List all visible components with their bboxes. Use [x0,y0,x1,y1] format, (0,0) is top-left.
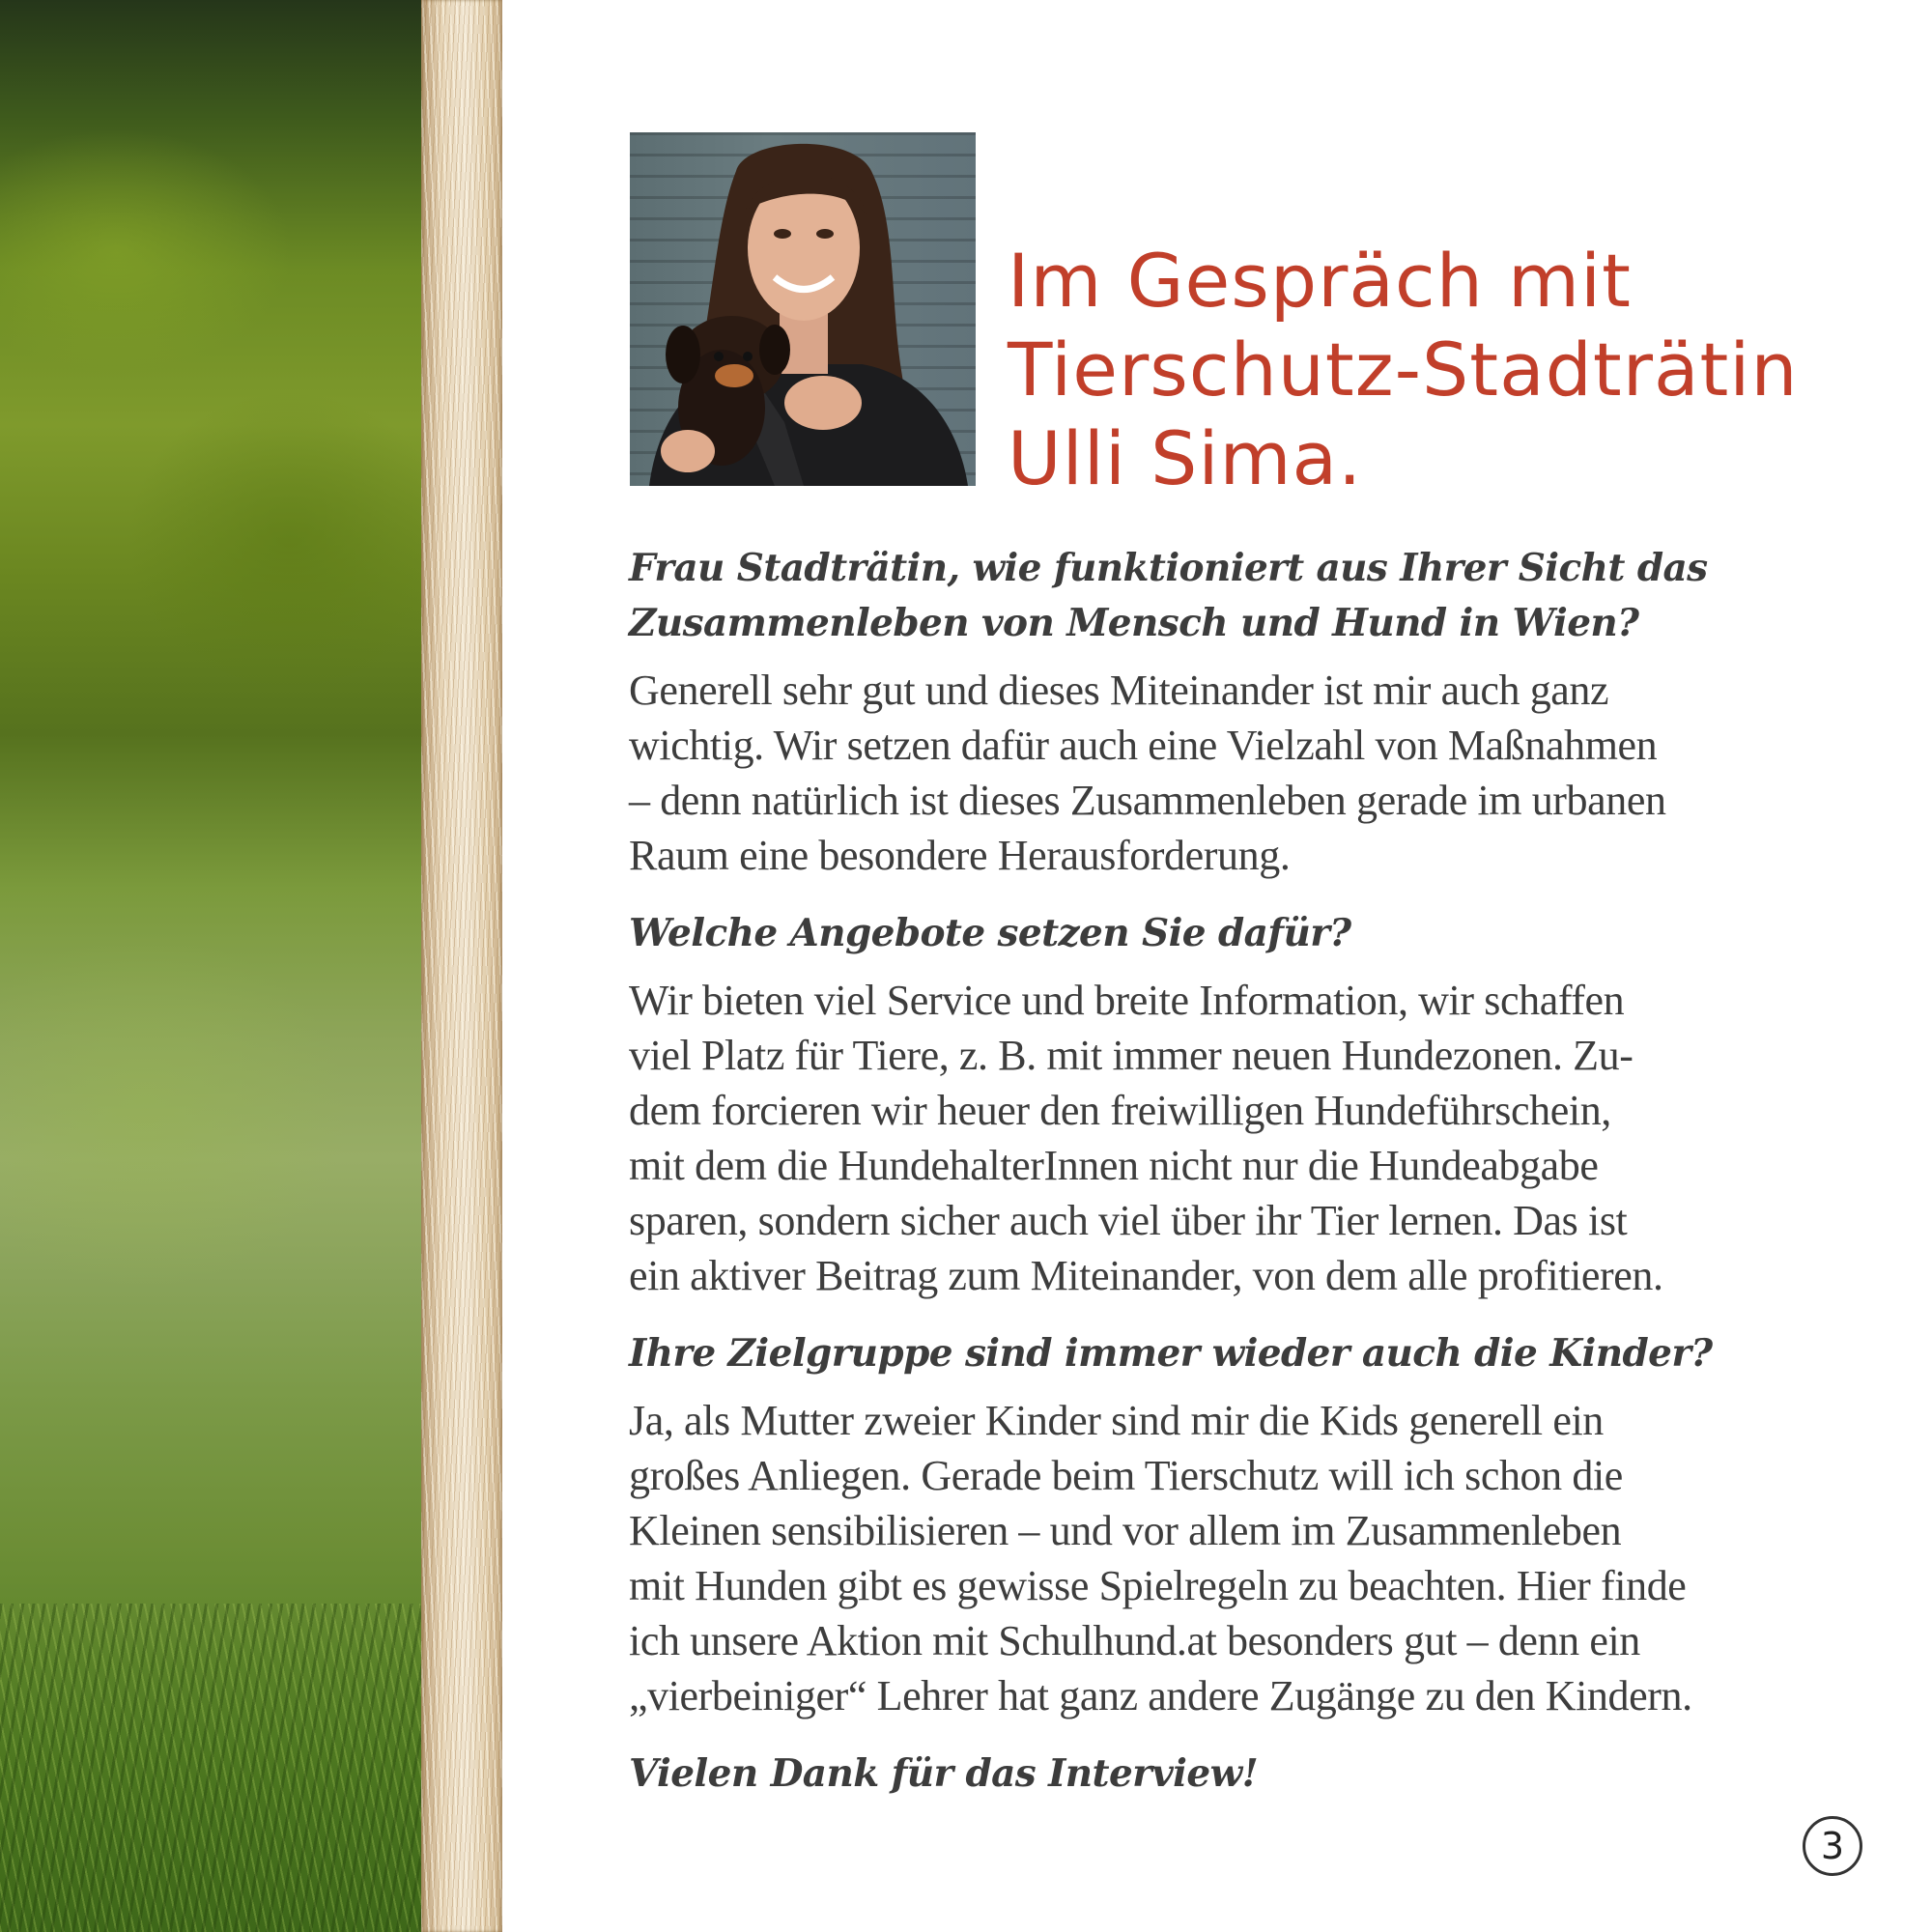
page-number: 3 [1803,1816,1862,1876]
question-1 [629,541,1885,651]
closing-line [629,1747,1885,1802]
headline-line: Im Gespräch mit [1008,238,1632,324]
answer-2 [629,973,1885,1303]
answer-line: mit Hunden gibt es gewisse Spielregeln zu beachten. Hier finde [629,1562,1687,1609]
answer-line: ein aktiver Beitrag zum Miteinander, von dem alle profitieren. [629,1252,1663,1299]
portrait-photo [630,132,976,486]
headline-line: Tierschutz-Stadträtin [1008,327,1799,412]
headline [1008,237,1877,503]
fur-texture-strip [421,0,502,1932]
question-line: Frau Stadträtin, wie funktioniert aus Ihrer Sicht das [629,546,1708,590]
question-line: Welche Angebote setzen Sie dafür? [629,911,1351,955]
question-2 [629,906,1885,961]
question-line: Ihre Zielgruppe sind immer wieder auch die Kinder? [629,1331,1713,1376]
answer-3 [629,1393,1885,1723]
answer-line: dem forcieren wir heuer den freiwilligen Hundeführschein, [629,1087,1611,1134]
answer-line: ich unsere Aktion mit Schulhund.at besonders gut – denn ein [629,1617,1640,1664]
grass-blades [0,1604,425,1932]
question-line: Zusammenleben von Mensch und Hund in Wien? [629,601,1639,645]
answer-line: Wir bieten viel Service und breite Information, wir schaffen [629,977,1625,1024]
answer-line: mit dem die HundehalterInnen nicht nur die Hundeabgabe [629,1142,1599,1189]
headline-line: Ulli Sima. [1008,415,1363,501]
answer-line: Raum eine besondere Herausforderung. [629,832,1291,879]
closing-text: Vielen Dank für das Interview! [629,1751,1259,1796]
interview-article [629,541,1885,1802]
question-3 [629,1326,1885,1381]
answer-line: wichtig. Wir setzen dafür auch eine Vielzahl von Maßnahmen [629,722,1658,769]
answer-line: Generell sehr gut und dieses Miteinander ist mir auch ganz [629,667,1609,714]
answer-line: sparen, sondern sicher auch viel über ihr Tier lernen. Das ist [629,1197,1628,1244]
answer-line: Kleinen sensibilisieren – und vor allem im Zusammenleben [629,1507,1622,1554]
answer-1 [629,663,1885,883]
answer-line: – denn natürlich ist dieses Zusammenleben gerade im urbanen [629,777,1666,824]
grass-background-photo [0,0,425,1932]
answer-line: viel Platz für Tiere, z. B. mit immer neuen Hundezonen. Zu- [629,1032,1634,1079]
answer-line: „vierbeiniger“ Lehrer hat ganz andere Zugänge zu den Kindern. [629,1672,1692,1719]
answer-line: großes Anliegen. Gerade beim Tierschutz will ich schon die [629,1452,1623,1499]
answer-line: Ja, als Mutter zweier Kinder sind mir die Kids generell ein [629,1397,1604,1444]
